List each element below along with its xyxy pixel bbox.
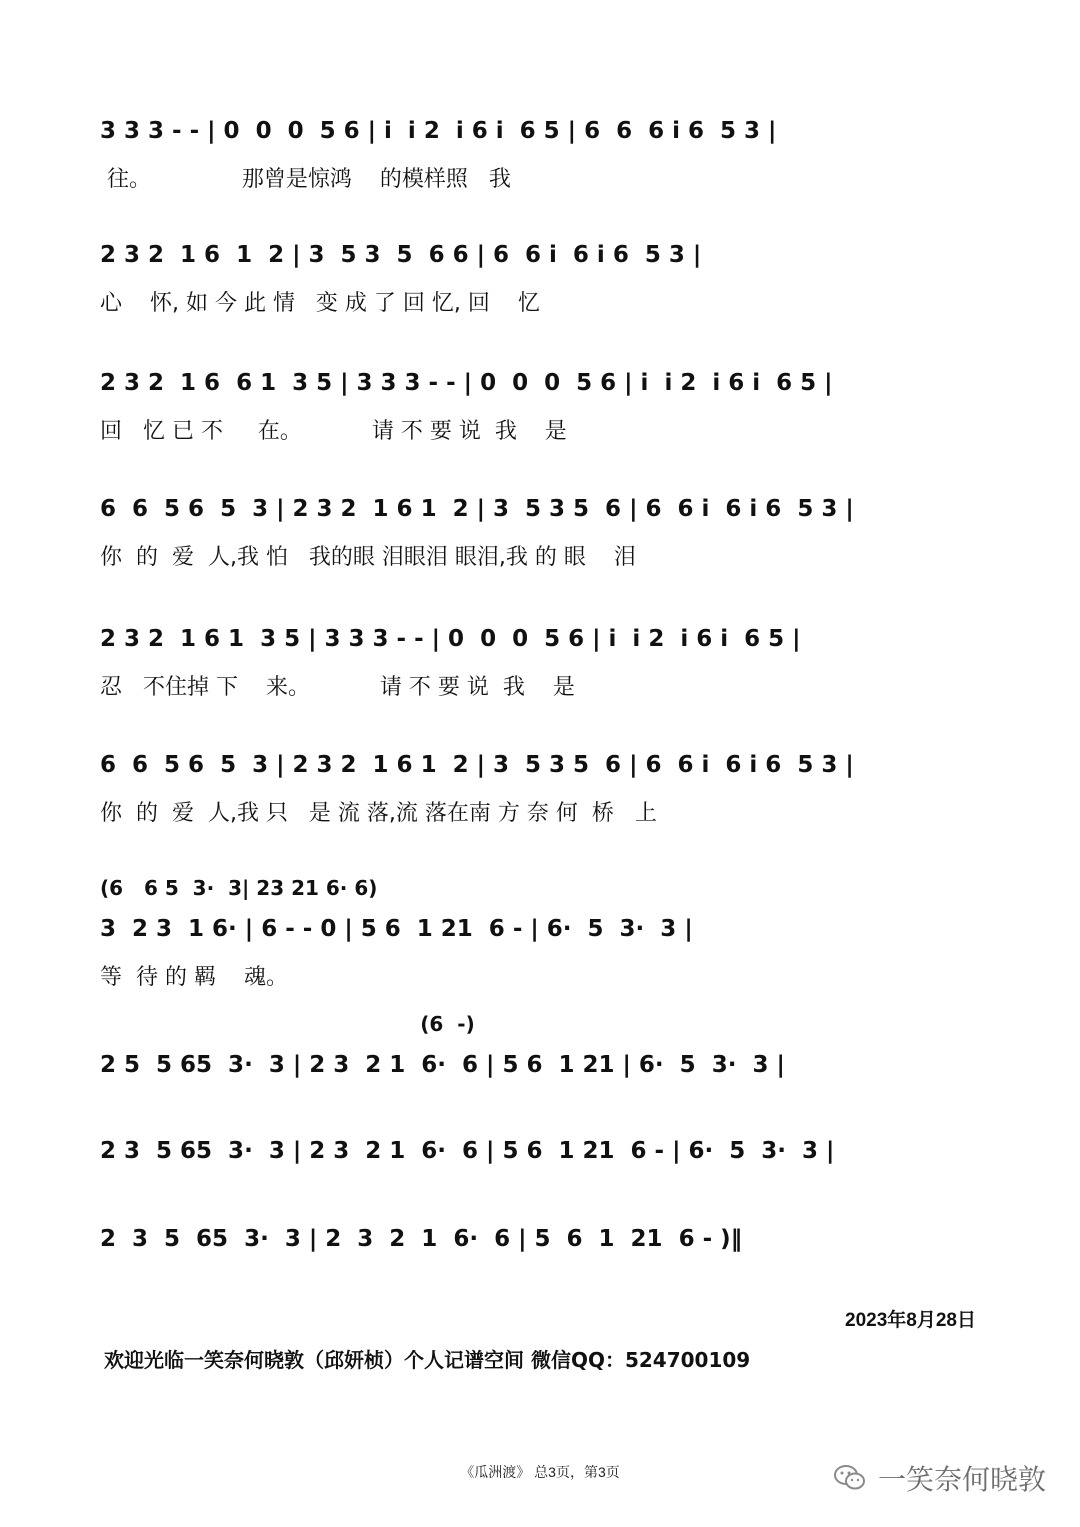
watermark: [832, 1458, 1046, 1498]
notation-line: 6 6 5 6 5 3 | 2 3 2 1 6 1 2 | 3 5 3 5 6 | 6 6 i 6 i 6 5 3 |: [100, 752, 854, 778]
notation-line: 3 2 3 1 6· | 6 - - 0 | 5 6 1 21 6 - | 6· 5 3· 3 |: [100, 916, 693, 942]
notation-line: 3 3 3 - - | 0 0 0 5 6 | i i 2 i 6 i 6 5 | 6 6 6 i 6 5 3 |: [100, 118, 777, 144]
notation-line: 6 6 5 6 5 3 | 2 3 2 1 6 1 2 | 3 5 3 5 6 | 6 6 i 6 i 6 5 3 |: [100, 496, 854, 522]
notation-line: 2 3 2 1 6 1 2 | 3 5 3 5 6 6 | 6 6 i 6 i 6 5 3 |: [100, 242, 702, 268]
page-footer: 《瓜洲渡》 总3页，第3页: [460, 1464, 620, 1480]
accompaniment-line: (6 6 5 3· 3| 23 21 6· 6): [100, 876, 378, 900]
notation-line: 2 5 5 65 3· 3 | 2 3 2 1 6· 6 | 5 6 1 21 | 6· 5 3· 3 |: [100, 1052, 785, 1078]
lyrics-line: 心 怀, 如 今 此 情 变 成 了 回 忆, 回 忆: [100, 291, 540, 316]
accompaniment-line: (6 -): [100, 1012, 475, 1036]
notation-line: 2 3 2 1 6 1 3 5 | 3 3 3 - - | 0 0 0 5 6 | i i 2 i 6 i 6 5 |: [100, 626, 801, 652]
wechat-icon: [832, 1460, 868, 1496]
lyrics-line: 等 待 的 羁 魂。: [100, 965, 288, 990]
lyrics-line: 回 忆 已 不 在。 请 不 要 说 我 是: [100, 419, 567, 444]
author-info: 欢迎光临一笑奈何晓敦（邱妍桢）个人记谱空间 微信QQ：524700109: [104, 1348, 751, 1372]
lyrics-line: 你 的 爱 人,我 只 是 流 落,流 落在南 方 奈 何 桥 上: [100, 801, 657, 826]
date-stamp: 2023年8月28日: [845, 1310, 976, 1331]
lyrics-line: 你 的 爱 人,我 怕 我的眼 泪眼泪 眼泪,我 的 眼 泪: [100, 545, 636, 570]
notation-line: 2 3 5 65 3· 3 | 2 3 2 1 6· 6 | 5 6 1 21 6 - | 6· 5 3· 3 |: [100, 1138, 835, 1164]
lyrics-line: 往。 那曾是惊鸿 的模样照 我: [100, 167, 511, 192]
notation-line: 2 3 2 1 6 6 1 3 5 | 3 3 3 - - | 0 0 0 5 6 | i i 2 i 6 i 6 5 |: [100, 370, 833, 396]
notation-line: 2 3 5 65 3· 3 | 2 3 2 1 6· 6 | 5 6 1 21 6 - )‖: [100, 1226, 743, 1252]
watermark-text: 一笑奈何晓敦: [877, 1464, 1046, 1495]
lyrics-line: 忍 不住掉 下 来。 请 不 要 说 我 是: [100, 675, 575, 700]
